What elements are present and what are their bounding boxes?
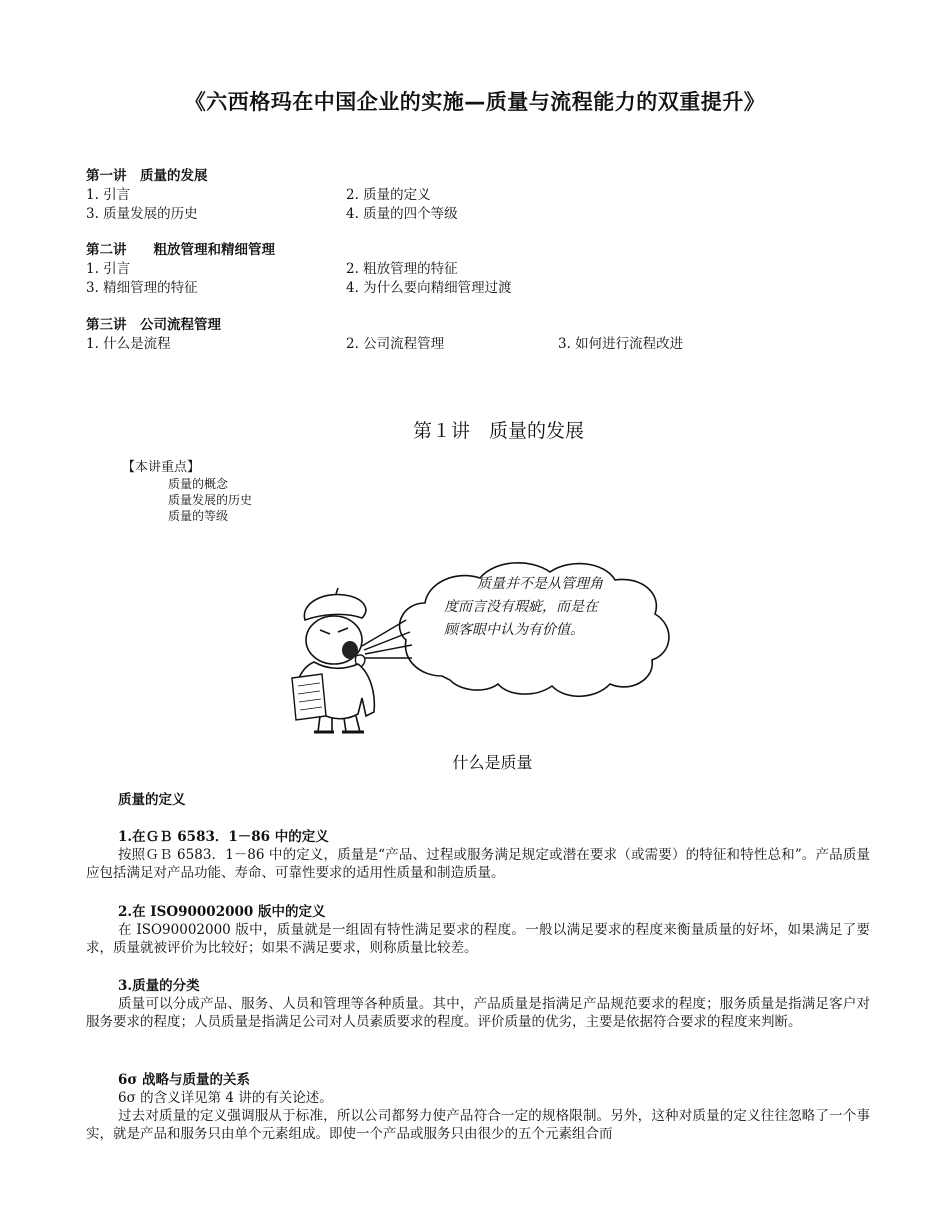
section-six-sigma — [86, 1071, 870, 1143]
toc-heading: 第三讲 公司流程管理 — [86, 317, 221, 333]
toc-item: 2. 粗放管理的特征 — [346, 261, 458, 277]
bubble-line: 顾客眼中认为有价值。 — [444, 622, 584, 638]
section-heading: 6σ 战略与质量的关系 — [118, 1072, 251, 1088]
toc-lecture-3 — [86, 316, 886, 354]
paragraph: 按照ＧＢ 6583．1－86 中的定义，质量是“产品、过程或服务满足规定或潜在要求（或需要）的特征和特性总和”。产品质量应包括满足对产品功能、寿命、可靠性要求的适用性质量和制造质量。 — [86, 847, 870, 881]
book — [292, 674, 326, 720]
section-gb-definition — [86, 828, 870, 882]
bubble-line: 质量并不是从管理角 — [477, 576, 603, 592]
section-heading: 3.质量的分类 — [118, 978, 200, 994]
toc-item: 1. 引言 — [86, 187, 131, 203]
toc-item: 4. 质量的四个等级 — [346, 206, 458, 222]
toc-heading: 第二讲 粗放管理和精细管理 — [86, 242, 275, 258]
toc-row — [86, 260, 886, 279]
document-title: 《六西格玛在中国企业的实施—质量与流程能力的双重提升》 — [184, 90, 766, 114]
paragraph: 在 ISO90002000 版中，质量就是一组固有特性满足要求的程度。一般以满足要求的程度来衡量质量的好坏，如果满足了要求，质量就被评价为比较好；如果不满足要求，则称质量比较差。 — [86, 922, 870, 956]
toc-item: 2. 公司流程管理 — [346, 336, 445, 352]
toc-heading: 第一讲 质量的发展 — [86, 168, 208, 184]
speech-bubble-text — [444, 573, 664, 642]
key-points-label: 【本讲重点】 — [122, 460, 201, 475]
paragraph: 质量可以分成产品、服务、人员和管理等各种质量。其中，产品质量是指满足产品规范要求的程度；服务质量是指满足客户对服务要求的程度；人员质量是指满足公司对人员素质要求的程度。评价质量的优劣，主要是依据符合要求的程度来判断。 — [86, 996, 870, 1030]
toc-row — [86, 335, 886, 354]
section-heading: 质量的定义 — [118, 792, 186, 808]
toc-item: 3. 精细管理的特征 — [86, 280, 198, 296]
toc-item: 1. 什么是流程 — [86, 336, 171, 352]
lecture-title: 第１讲 质量的发展 — [412, 420, 584, 442]
key-points — [122, 460, 252, 524]
key-point-item: 质量的概念 — [168, 477, 229, 491]
toc-lecture-2 — [86, 241, 886, 298]
paragraph: 过去对质量的定义强调服从于标准，所以公司都努力使产品符合一定的规格限制。另外，这种对质量的定义往往忽略了一个事实，就是产品和服务只由单个元素组成。即使一个产品或服务只由很少的五个元素组合而 — [86, 1108, 870, 1142]
toc-row — [86, 186, 886, 205]
key-point-item: 质量发展的历史 — [168, 493, 253, 507]
toc-item: 2. 质量的定义 — [346, 187, 431, 203]
illustration-caption: 什么是质量 — [452, 753, 533, 772]
bubble-line: 度而言没有瑕疵，而是在 — [444, 599, 598, 615]
toc-item: 1. 引言 — [86, 261, 131, 277]
paragraph: 6σ 的含义详见第 4 讲的有关论述。 — [118, 1090, 333, 1106]
toc-lecture-1 — [86, 167, 886, 224]
toc-item: 4. 为什么要向精细管理过渡 — [346, 280, 512, 296]
toc-item: 3. 质量发展的历史 — [86, 206, 198, 222]
section-heading: 2.在 ISO90002000 版中的定义 — [118, 904, 326, 920]
toc-row — [86, 279, 886, 298]
section-quality-classification — [86, 977, 870, 1031]
toc-row — [86, 205, 886, 224]
section-quality-definition — [86, 791, 870, 809]
section-iso-definition — [86, 903, 870, 957]
toc-item: 3. 如何进行流程改进 — [558, 336, 684, 352]
section-heading: 1.在ＧＢ 6583．1－86 中的定义 — [118, 829, 329, 845]
key-point-item: 质量的等级 — [168, 509, 229, 523]
